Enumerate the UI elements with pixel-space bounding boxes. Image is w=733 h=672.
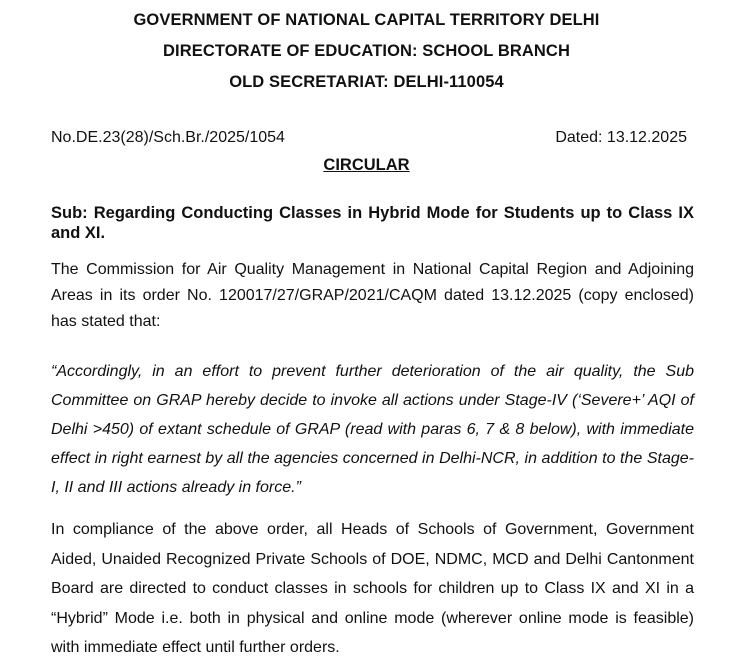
quoted-order: “Accordingly, in an effort to prevent further deterioration of the air quality, the Sub Committee on GRAP hereby decide to invoke all actions under Stage-IV (‘Severe+’ AQI of Delhi >450) of extant schedule of GRAP (read with paras 6, 7 & 8 below), with immediate effect in right earnest by all the agencies concerned in Delhi-NCR, in addition to the Stage-I, II and III actions already in force.” — [51, 363, 694, 496]
intro-paragraph: The Commission for Air Quality Management in National Capital Region and Adjoining Areas in its order No. 120017/27/GRAP/2021/CAQM dated 13.12.2025 (copy enclosed) has stated that: — [51, 261, 694, 330]
reference-date: Dated: 13.12.2025 — [555, 129, 687, 146]
header-directorate: DIRECTORATE OF EDUCATION: SCHOOL BRANCH — [163, 42, 570, 60]
subject-line: Sub: Regarding Conducting Classes in Hybrid Mode for Students up to Class IX and XI. — [51, 204, 694, 242]
document-title: CIRCULAR — [323, 156, 410, 174]
reference-number: No.DE.23(28)/Sch.Br./2025/1054 — [51, 129, 285, 146]
header-government: GOVERNMENT OF NATIONAL CAPITAL TERRITORY DELHI — [133, 11, 600, 29]
header-address: OLD SECRETARIAT: DELHI-110054 — [229, 73, 504, 91]
compliance-paragraph: In compliance of the above order, all Heads of Schools of Government, Government Aided, Unaided Recognized Private Schools of DOE, NDMC, MCD and Delhi Cantonment Board are directed to conduct classes in schools for children up to Class IX and XI in a “Hybrid” Mode i.e. both in physical and online mode (wherever online mode is feasible) with immediate effect until further orders. — [51, 521, 694, 656]
